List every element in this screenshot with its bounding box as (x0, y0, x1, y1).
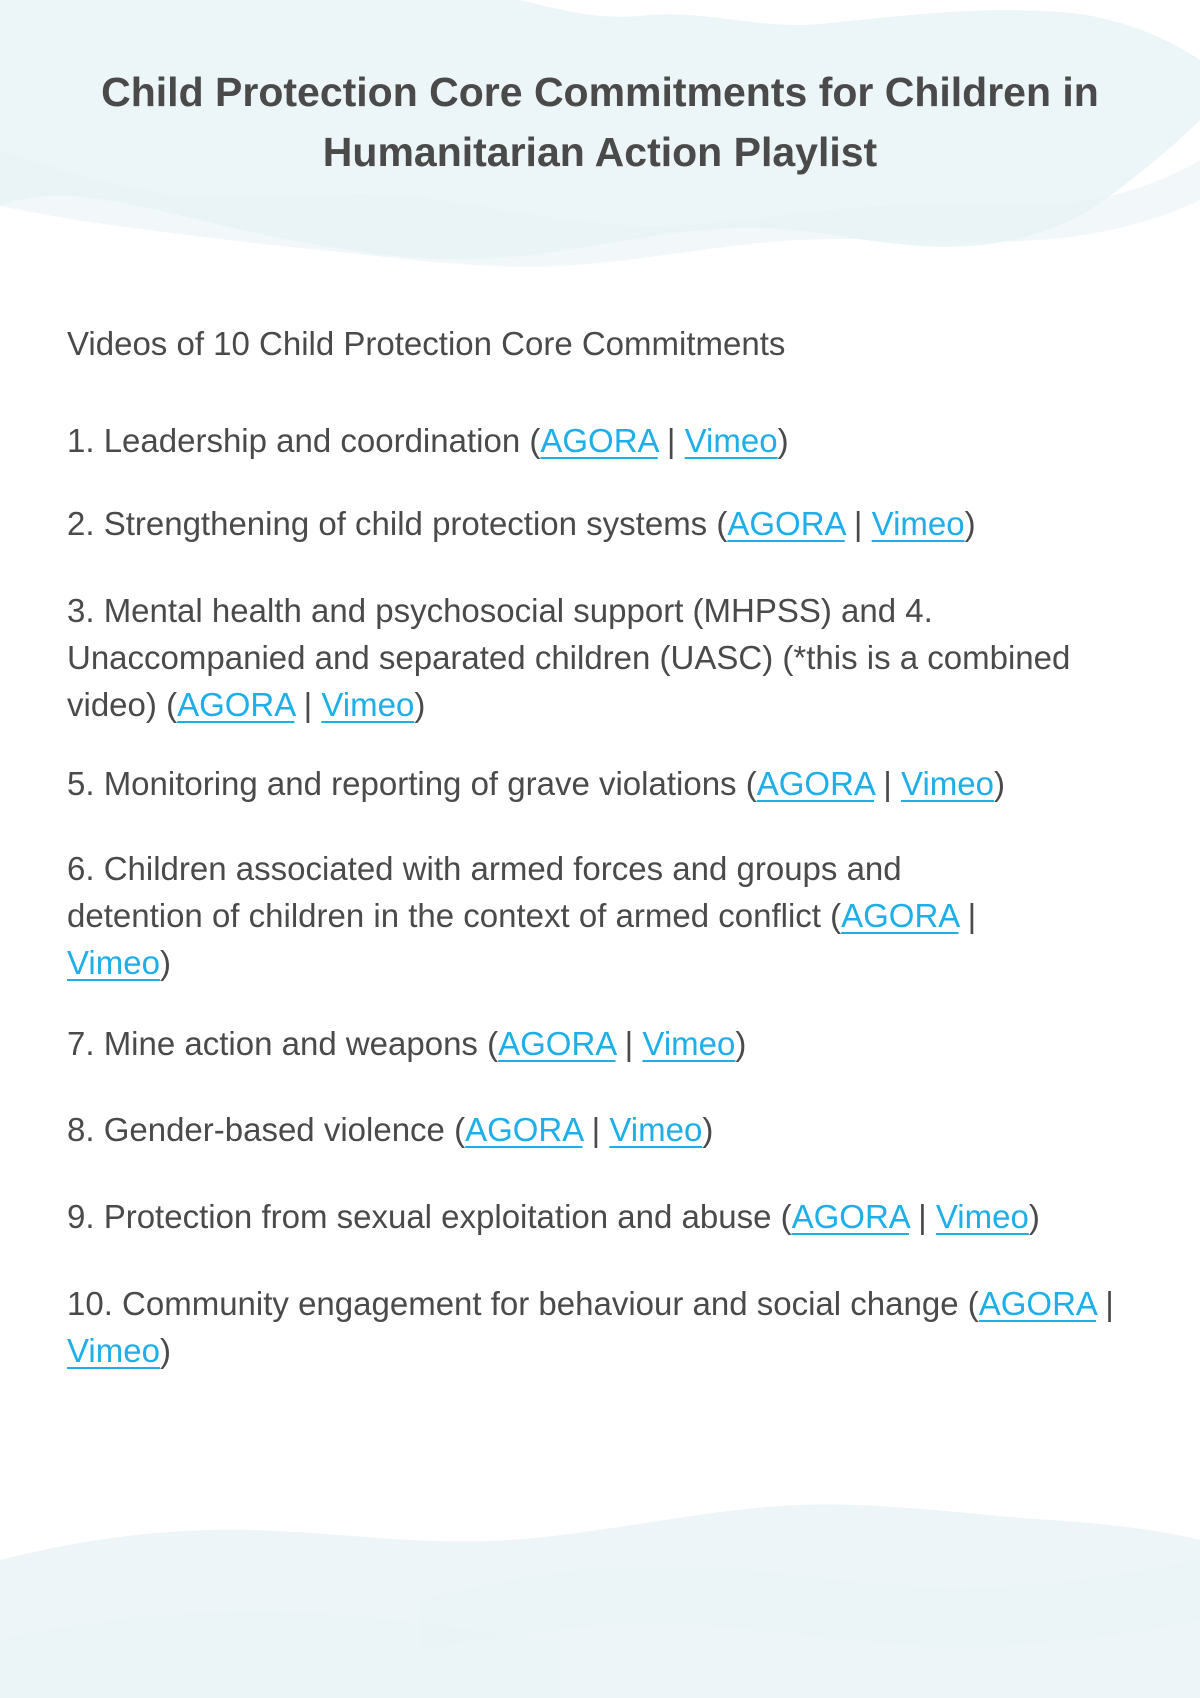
agora-link[interactable]: AGORA (841, 897, 959, 934)
item-text: 6. Children associated with armed forces and groups and detention of children in the context of armed conflict (67, 850, 902, 934)
link-separator: | (853, 505, 863, 542)
list-item (67, 417, 1147, 464)
vimeo-link[interactable]: Vimeo (684, 422, 778, 459)
close-paren: ) (702, 1111, 714, 1148)
agora-link[interactable]: AGORA (465, 1111, 583, 1148)
link-separator: | (303, 686, 313, 723)
vimeo-link[interactable]: Vimeo (871, 505, 965, 542)
open-paren: ( (529, 422, 541, 459)
close-paren: ) (735, 1025, 747, 1062)
item-text: 8. Gender-based violence (67, 1111, 455, 1148)
agora-link[interactable]: AGORA (756, 765, 875, 802)
list-item (67, 1280, 1147, 1374)
link-separator: | (918, 1198, 927, 1235)
close-paren: ) (777, 422, 789, 459)
agora-link[interactable]: AGORA (498, 1025, 616, 1062)
list-item (67, 1193, 1147, 1240)
agora-link[interactable]: AGORA (727, 505, 845, 542)
link-separator: | (1105, 1285, 1114, 1322)
agora-link[interactable]: AGORA (177, 686, 295, 723)
vimeo-link[interactable]: Vimeo (901, 765, 994, 802)
vimeo-link[interactable]: Vimeo (67, 1332, 160, 1369)
agora-link[interactable]: AGORA (978, 1285, 1097, 1322)
agora-link[interactable]: AGORA (791, 1198, 909, 1235)
document-body (67, 320, 1147, 1369)
close-paren: ) (1028, 1198, 1040, 1235)
list-item (67, 1106, 1147, 1153)
vimeo-link[interactable]: Vimeo (609, 1111, 703, 1148)
vimeo-link[interactable]: Vimeo (642, 1025, 736, 1062)
list-item (67, 845, 997, 986)
open-paren: ( (716, 505, 728, 542)
open-paren: ( (166, 686, 178, 723)
item-text: 3. Mental health and psychosocial support (MHPSS) and 4. Unaccompanied and separated children (UASC) (*this is a combined video) (67, 592, 1071, 723)
close-paren: ) (964, 505, 976, 542)
link-separator: | (666, 422, 676, 459)
open-paren: ( (967, 1285, 979, 1322)
open-paren: ( (745, 765, 757, 802)
vimeo-link[interactable]: Vimeo (321, 686, 415, 723)
open-paren: ( (454, 1111, 466, 1148)
item-text: 9. Protection from sexual exploitation and abuse (67, 1198, 781, 1235)
close-paren: ) (159, 944, 171, 981)
link-separator: | (591, 1111, 601, 1148)
vimeo-link[interactable]: Vimeo (935, 1198, 1029, 1235)
list-item (67, 760, 1147, 807)
vimeo-link[interactable]: Vimeo (67, 944, 160, 981)
item-text: 10. Community engagement for behaviour and social change (67, 1285, 968, 1322)
item-text: 5. Monitoring and reporting of grave violations (67, 765, 746, 802)
page-title: Child Protection Core Commitments for Children in Humanitarian Action Playlist (101, 69, 1099, 175)
open-paren: ( (780, 1198, 792, 1235)
list-item (67, 500, 1147, 547)
intro-text: Videos of 10 Child Protection Core Commitments (67, 325, 786, 362)
close-paren: ) (159, 1332, 171, 1369)
agora-link[interactable]: AGORA (540, 422, 658, 459)
link-separator: | (967, 897, 977, 934)
item-text: 7. Mine action and weapons (67, 1025, 488, 1062)
close-paren: ) (993, 765, 1005, 802)
close-paren: ) (414, 686, 426, 723)
item-text: 1. Leadership and coordination (67, 422, 530, 459)
list-item (67, 587, 1087, 728)
link-separator: | (883, 765, 892, 802)
open-paren: ( (487, 1025, 499, 1062)
link-separator: | (624, 1025, 634, 1062)
list-item (67, 1020, 1147, 1067)
item-text: 2. Strengthening of child protection systems (67, 505, 717, 542)
open-paren: ( (830, 897, 842, 934)
